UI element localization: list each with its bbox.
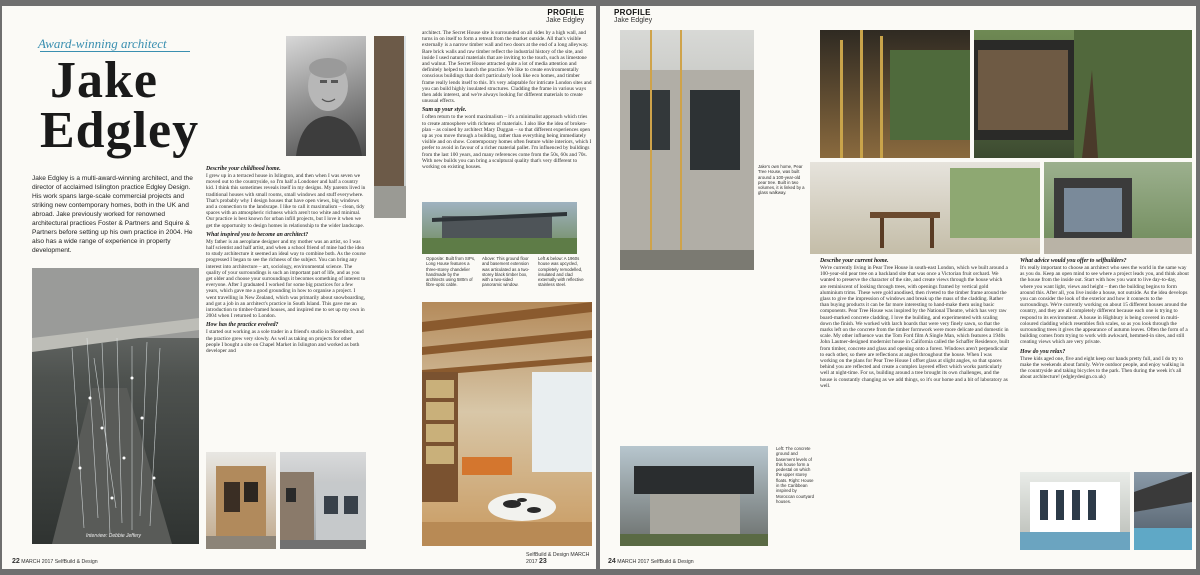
q-style-heading: Sum up your style. — [422, 107, 467, 114]
page-number-22: 22 — [12, 558, 20, 565]
profile-tag-23: PROFILE — [547, 8, 585, 17]
interview-credit: Interview: Debbie Jeffery — [86, 533, 142, 539]
a-childhood: I grew up in a terraced house in Islington, and then when I was seven we moved out to the countryside, so I'm half a Londoner and half a country kid. I think this sometimes reveals itself in my designs. My parents lived in traditional houses with small rooms, small windows and stuff everywhere. That's probably why I design houses that have open views, big windows and a connection to the landscape. I like to call it maximalism – clean, tidy spaces with an atmospheric richness which aren't too white and minimal. Our practice is best known for urban infill projects, but I love it when we get the opportunity to design homes in relationship to the wider landscape. — [206, 173, 366, 229]
profile-tag-24: PROFILE — [614, 8, 651, 17]
folio-right-text: SelfBuild & Design MARCH 2017 — [526, 552, 590, 565]
folio-left-text: MARCH 2017 SelfBuild & Design — [21, 559, 98, 565]
caption-left-below-text: Left & below: A 1960s house was upcycled, completely remodelled, insulated and clad externally with reflective stainless steel. — [538, 256, 584, 288]
caption-left-below — [538, 256, 588, 288]
photo-living-room-interior — [422, 302, 592, 546]
profile-name-24: Jake Edgley — [614, 17, 653, 24]
a-current-home: We're currently living in Pear Tree House in south-east London, which we built around a 100-year-old pear tree on a backland site that was once a Victorian fruit orchard. We wanted to preserve the character of the site, and create views through the house which are reminiscent of looking through trees, with openings framed by vertical gold aluminium trims. These were gold anodised, then riveted to the timber frame around the glass to give the impression of windows and break up the mass of the cladding. Rather than buying products it can be far more interesting to hand-make them using basic components. Pear Tree House was inspired by the National Theatre, which has very raw board-marked concrete cladding. I love the building, and experimented with scaling down the finish. We worked with larch boards that were very finely sawn, so that the marks left on the concrete from the timber formwork were more delicate and domestic in scale. My other influence was the Tom Ford film A Single Man, which features a 1940s John Lautner-designed modernist house in California called the Schaffer Residence, built from timber, concrete and glass and opening onto a forest. Windows aren't perpendicular to each other, so there are reflections at angles throughout the house. When I was working on the plans for Pear Tree House I offset glass at slight angles, so that spaces behind you are reflected and create a complex layered effect which works particularly well at night-time. For us, building around a tree brought its own challenges, and the house is constantly changing as we add things, so it's our home and a bit of laboratory as well. — [820, 265, 1010, 389]
photo-exterior-garden — [1044, 162, 1192, 254]
q-inspired-heading: What inspired you to become an architect? — [206, 231, 309, 238]
caption-opposite-text: Opposite: Built from SIPs, Long House features a three-storey chandelier handmade by the architects using 580m of fibre-optic cable. — [426, 256, 476, 288]
kicker: Award-winning architect — [38, 36, 167, 51]
right-column-1 — [820, 258, 1010, 389]
a-relax: Three kids aged one, five and eight keep our hands pretty full, and I do try to make the weekends about family. We're outdoor people, and enjoy walking in the countryside and taking bicycles to the park. Then during the week it's all about architecture! (edgleydesign.co.uk) — [1020, 355, 1185, 381]
title-first-name: Jake — [50, 52, 158, 109]
a-advice: It's really important to choose an architect who sees the world in the same way as you do. Keep an open mind to see where a project leads you, and think about the house from the inside out. Start with how you want to live day-to-day, where you want light, views and height – then the building begins to form around this. After all, you live inside a house, not outside. As the idea develops you can consider the look of the exterior and how it connects to the surroundings. We're currently working on about 15 different houses around the country, and they are all completely different because each one is trying to respond to its environment. A house in Highbury is being covered in multi-coloured cladding which resembles fish scales, so as you look through the surrounding trees it gives the appearance of autumn leaves. Often the form of a building comes from trying to work with awkward, hemmed-in sites, and still creating views which are very private. — [1020, 265, 1189, 346]
photo-floating-house — [620, 446, 768, 546]
caption-opposite — [426, 256, 476, 288]
column-1 — [206, 166, 366, 354]
photo-pear-tree-courtyard — [974, 30, 1192, 158]
a-style: I often return to the word maximalism – it's a minimalist approach which tries to create atmosphere with richness of materials. I also like the idea of broken-plan – as coined by architect Mary Duggan – so that different experiences open up as you move through a building, rather than everything being immediately visible and on show. Contemporary homes often feature white interiors, which I prefer to avoid in favour of a richer material pallet. I'm influenced by buildings from the last 100 years, and many references come from the 50s, 60s and 70s. With new builds you can bring a sculptural quality that's very different to working on existing houses. — [422, 114, 592, 171]
photo-steel-house — [280, 452, 366, 549]
q-current-home-heading: Describe your current home. — [820, 258, 889, 264]
photo-pear-tree-window — [820, 30, 970, 158]
folio-24-text: MARCH 2017 SelfBuild & Design — [617, 559, 694, 565]
a-evolved-continued: architect. The Secret House site is surrounded on all sides by a high wall, and turns in on itself to form a retreat from the market outside. All that's visible externally is a narrow timber wall and two doors at the end of a long alleyway. Bare brick walls and raw timber reflect the industrial history of the site, and inside I used natural materials that are inviting to the touch, such as limestone and walnut. The Secret House attracted quite a lot of media attention and definitely helped to launch the practice. We like to create environmentally conscious buildings that don't particularly look like eco homes, and timber frame really lends itself to this. It's very adaptable for intricate London sites and you can build highly insulated structures. Cladding the frame in various ways then adds interest, and we're always looking for different materials to create unusual effects. — [422, 30, 592, 105]
title-last-name: Edgley — [40, 102, 200, 159]
column-2-text-block — [422, 30, 592, 170]
caption-above — [482, 256, 532, 288]
a-inspired: My father is an aeroplane designer and my mother was an artist, so I was half scientist and half artist, and when a school friend of mine had the idea to study architecture it seemed an ideal way to combine both. As the course progressed I began to see the richness of the subject. You can bring any interest into architecture – art, sociology, environmental science. The quality of your surroundings is such an important part of life, and as you get older and choose your surroundings it becomes something of interest to everyone. After I graduated I worked for some big practices for a few years, which gave me a good grounding in how to organise a project. I went travelling in New Zealand, which was primarily about snowboarding, and got a job in an architect's practice in South Island. This gave me an introduction to timber-framed houses, and inspired me to set up my own in 2004 when I returned to London. — [206, 238, 366, 320]
a-evolved: I started out working as a sole trader in a friend's studio in Shoreditch, and the practice grew very slowly. As well as taking on projects for other people I bought a site on Chapel Market in Islington and worked as both developer and — [206, 329, 364, 355]
spread-page-23 — [406, 6, 596, 569]
photo-caribbean-pool — [1134, 472, 1192, 550]
folio-left — [12, 558, 98, 565]
q-childhood-heading: Describe your childhood home. — [206, 166, 281, 172]
photo-wooden-house — [206, 452, 276, 549]
folio-page-23 — [526, 552, 596, 565]
profile-name-23: Jake Edgley — [546, 17, 585, 24]
q-advice-heading: What advice would you offer to selfbuilders? — [1020, 258, 1127, 264]
portrait-photo — [286, 36, 366, 156]
photo-long-house-exterior — [422, 202, 577, 254]
folio-page-24 — [608, 558, 694, 565]
page-number-24: 24 — [608, 558, 616, 565]
intro-paragraph: Jake Edgley is a multi-award-winning architect, and the director of acclaimed Islington practice Edgley Design. His work spans large-scale commercial projects and striking new contemporary homes, both in the UK and abroad. Jake previously worked for renowned architectural practices Foster & Partners and Squire & Partners before setting up his own practice in 2004. He also has a wide range of experience in property development. — [32, 175, 193, 254]
photo-caribbean-courtyard — [1020, 472, 1130, 550]
caption-pear-tree: Jake's own home, Pear Tree House, was built around a 100-year-old pear tree. Built in two volumes, it is linked by a glass walkway. — [758, 164, 805, 196]
page-number-23: 23 — [539, 558, 547, 565]
q-relax-heading: How do you relax? — [1020, 348, 1066, 355]
caption-left-right-houses: Left: The concrete ground and basement levels of this house form a pedestal on which the upper storey floats. Right: House in the Caribbean inspired by Moroccan courtyard houses. — [776, 446, 814, 504]
right-page-24 — [600, 6, 1196, 569]
right-column-2 — [1020, 258, 1190, 380]
chandelier-photo — [32, 268, 199, 544]
page-23-header — [546, 8, 584, 24]
q-evolved-heading: How has the practice evolved? — [206, 322, 279, 329]
page-24-header — [614, 8, 652, 24]
photo-concrete-villa — [620, 30, 754, 270]
photo-dining-area — [810, 162, 1040, 254]
caption-above-text: Above: This ground floor and basement extension was articulated as a two-storey black timber box, with a two-sided panoramic window. — [482, 256, 530, 288]
